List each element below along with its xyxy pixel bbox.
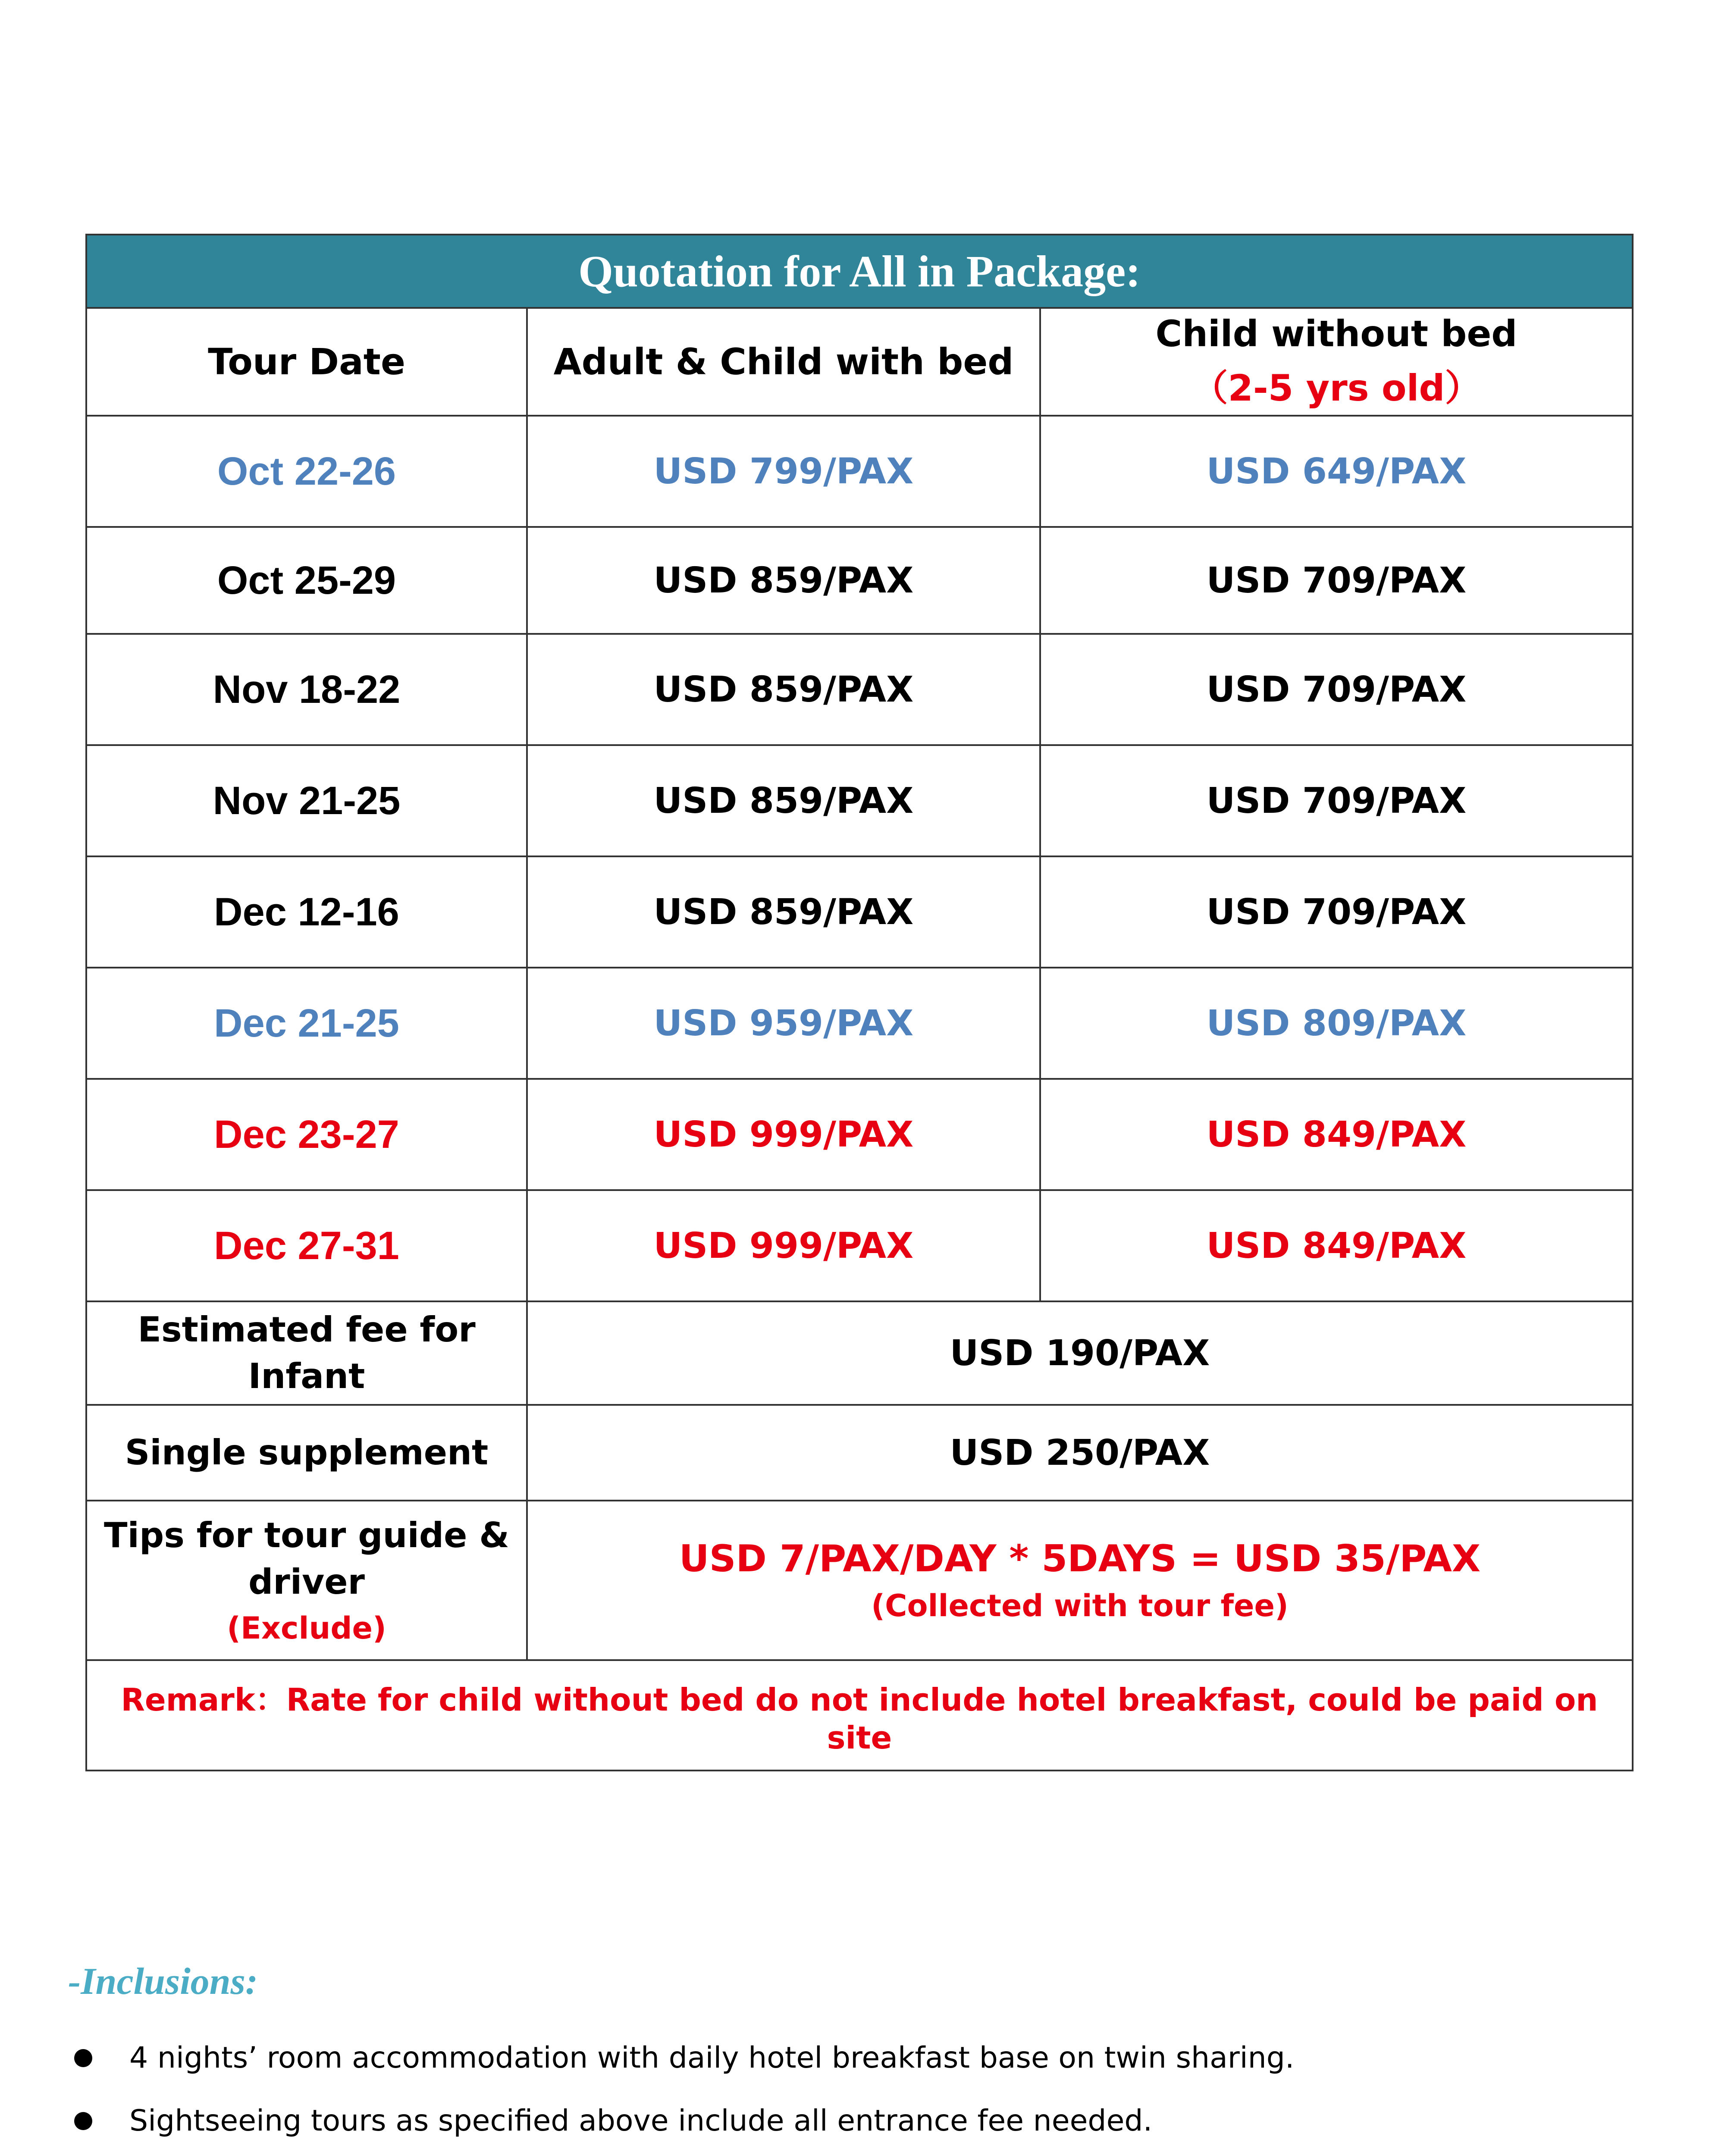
adult-price-cell: USD 859/PAX	[527, 745, 1040, 856]
adult-price-cell: USD 799/PAX	[527, 416, 1040, 527]
adult-price-cell: USD 859/PAX	[527, 634, 1040, 745]
tour-date-cell: Dec 23-27	[86, 1079, 527, 1190]
table-row	[86, 1190, 1633, 1301]
adult-price-cell: USD 999/PAX	[527, 1190, 1040, 1301]
bullet-icon	[74, 2112, 92, 2130]
infant-fee-row	[86, 1301, 1633, 1405]
remark-row	[86, 1660, 1633, 1771]
child-price-cell: USD 849/PAX	[1040, 1079, 1633, 1190]
tips-exclude-note: (Exclude)	[227, 1610, 386, 1646]
child-price-cell: USD 709/PAX	[1040, 745, 1633, 856]
single-supplement-row	[86, 1405, 1633, 1501]
list-item	[68, 2027, 1295, 2090]
table-row	[86, 745, 1633, 856]
table-row	[86, 634, 1633, 745]
table-row	[86, 968, 1633, 1079]
tour-date-cell: Dec 27-31	[86, 1190, 527, 1301]
adult-price-cell: USD 959/PAX	[527, 968, 1040, 1079]
tour-date-cell: Dec 12-16	[86, 856, 527, 968]
header-child-label: Child without bed	[1155, 312, 1518, 355]
quotation-title: Quotation for All in Package:	[86, 235, 1633, 308]
list-item	[68, 2153, 1295, 2156]
inclusion-text: 4 nights’ room accommodation with daily hotel breakfast base on twin sharing.	[129, 2041, 1295, 2075]
adult-price-cell: USD 999/PAX	[527, 1079, 1040, 1190]
header-child-age: （2-5 yrs old）	[1192, 367, 1481, 409]
tips-collection-note: (Collected with tour fee)	[871, 1588, 1289, 1623]
header-adult-child-with-bed: Adult & Child with bed	[527, 308, 1040, 416]
child-price-cell: USD 709/PAX	[1040, 634, 1633, 745]
inclusion-text: Sightseeing tours as specified above include all entrance fee needed.	[129, 2104, 1153, 2138]
table-row	[86, 416, 1633, 527]
infant-fee-value: USD 190/PAX	[527, 1301, 1633, 1405]
child-price-cell: USD 849/PAX	[1040, 1190, 1633, 1301]
table-row	[86, 856, 1633, 968]
child-price-cell: USD 709/PAX	[1040, 856, 1633, 968]
child-price-cell: USD 709/PAX	[1040, 527, 1633, 634]
inclusions-title: -Inclusions:	[68, 1961, 258, 2002]
table-row	[86, 527, 1633, 634]
tour-date-cell: Oct 22-26	[86, 416, 527, 527]
header-tour-date: Tour Date	[86, 308, 527, 416]
tips-row	[86, 1501, 1633, 1660]
tour-date-cell: Dec 21-25	[86, 968, 527, 1079]
tips-label: Tips for tour guide & driver	[103, 1515, 510, 1602]
tips-value: USD 7/PAX/DAY * 5DAYS = USD 35/PAX	[679, 1537, 1481, 1580]
tour-date-cell: Oct 25-29	[86, 527, 527, 634]
remark-text: Remark：Rate for child without bed do not include hotel breakfast, could be paid on site	[86, 1660, 1633, 1771]
infant-fee-label: Estimated fee for Infant	[86, 1301, 527, 1405]
bullet-icon	[74, 2049, 92, 2067]
child-price-cell: USD 809/PAX	[1040, 968, 1633, 1079]
inclusions-list	[68, 2027, 1295, 2156]
list-item	[68, 2090, 1295, 2153]
child-price-cell: USD 649/PAX	[1040, 416, 1633, 527]
tour-date-cell: Nov 18-22	[86, 634, 527, 745]
quotation-table	[85, 234, 1634, 1771]
single-supplement-label: Single supplement	[86, 1405, 527, 1501]
adult-price-cell: USD 859/PAX	[527, 527, 1040, 634]
header-child-without-bed	[1040, 308, 1633, 416]
table-row	[86, 1079, 1633, 1190]
tour-date-cell: Nov 21-25	[86, 745, 527, 856]
tips-label-cell	[86, 1501, 527, 1660]
single-supplement-value: USD 250/PAX	[527, 1405, 1633, 1501]
tips-value-cell	[527, 1501, 1633, 1660]
adult-price-cell: USD 859/PAX	[527, 856, 1040, 968]
